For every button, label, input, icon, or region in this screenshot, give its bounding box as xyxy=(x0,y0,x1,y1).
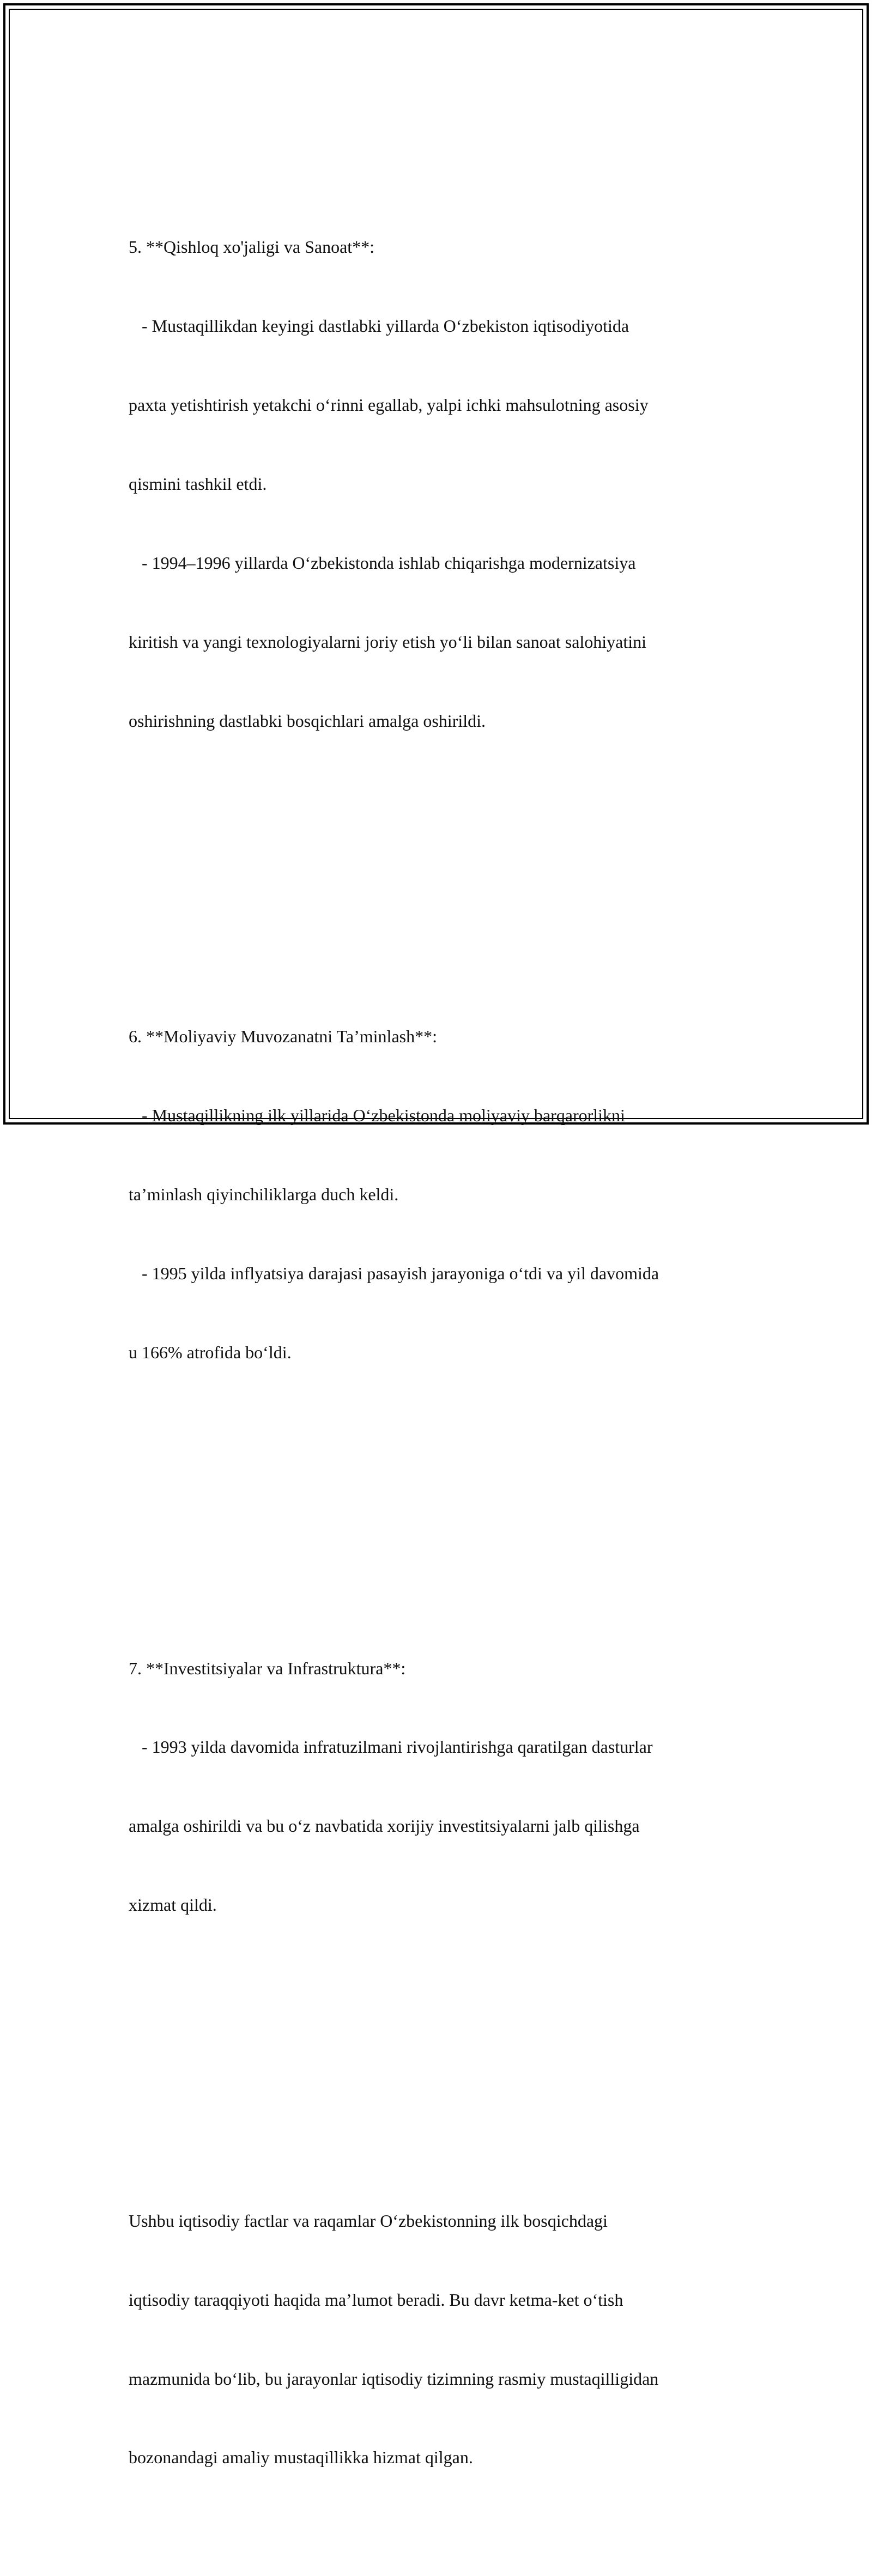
text-line: amalga oshirildi va bu o‘z navbatida xorijiy investitsiyalarni jalb qilishga xyxy=(129,1816,640,1836)
paragraph-gap xyxy=(129,1497,744,1523)
section-heading: 7. **Investitsiyalar va Infrastruktura**: xyxy=(129,1658,406,1678)
section-heading: 6. **Moliyaviy Muvozanatni Ta’minlash**: xyxy=(129,1026,437,1047)
text-line: qismini tashkil etdi. xyxy=(129,474,267,494)
text-line: xizmat qildi. xyxy=(129,1895,217,1915)
text-line: bozonandagi amaliy mustaqillikka hizmat qilgan. xyxy=(129,2447,473,2468)
text-line: kiritish va yangi texnologiyalarni joriy etish yo‘li bilan sanoat salohiyatini xyxy=(129,631,647,652)
text-line: - 1995 yilda inflyatsiya darajasi pasayish jarayoniga o‘tdi va yil davomida xyxy=(129,1263,659,1284)
document-body xyxy=(129,102,744,2576)
text-line: mazmunida bo‘lib, bu jarayonlar iqtisodiy tizimning rasmiy mustaqilligidan xyxy=(129,2368,659,2389)
section-agriculture-industry xyxy=(129,181,744,787)
text-line: u 166% atrofida bo‘ldi. xyxy=(129,1342,292,1362)
paragraph-gap xyxy=(129,866,744,892)
text-line: Ushbu iqtisodiy factlar va raqamlar O‘zbekistonning ilk bosqichdagi xyxy=(129,2210,608,2231)
text-line: - Mustaqillikdan keyingi dastlabki yillarda O‘zbekiston iqtisodiyotida xyxy=(129,316,629,336)
text-line: - 1994–1996 yillarda O‘zbekistonda ishlab chiqarishga modernizatsiya xyxy=(129,553,636,573)
text-line: - Mustaqillikning ilk yillarida O‘zbekistonda moliyaviy barqarorlikni xyxy=(129,1105,625,1126)
text-line: iqtisodiy taraqqiyoti haqida ma’lumot beradi. Bu davr ketma-ket o‘tish xyxy=(129,2289,623,2310)
text-line: - 1993 yilda davomida infratuzilmani rivojlantirishga qaratilgan dasturlar xyxy=(129,1737,653,1757)
section-investments-infrastructure xyxy=(129,1602,744,1971)
text-line: paxta yetishtirish yetakchi o‘rinni egallab, yalpi ichki mahsulotning asosiy xyxy=(129,395,649,415)
text-line: ta’minlash qiyinchiliklarga duch keldi. xyxy=(129,1184,399,1205)
text-line: oshirishning dastlabki bosqichlari amalga oshirildi. xyxy=(129,710,486,731)
section-financial-balance xyxy=(129,971,744,1418)
paragraph-gap xyxy=(129,2050,744,2076)
section-heading: 5. **Qishloq xo'jaligi va Sanoat**: xyxy=(129,237,375,257)
section-conclusion xyxy=(129,2155,744,2523)
